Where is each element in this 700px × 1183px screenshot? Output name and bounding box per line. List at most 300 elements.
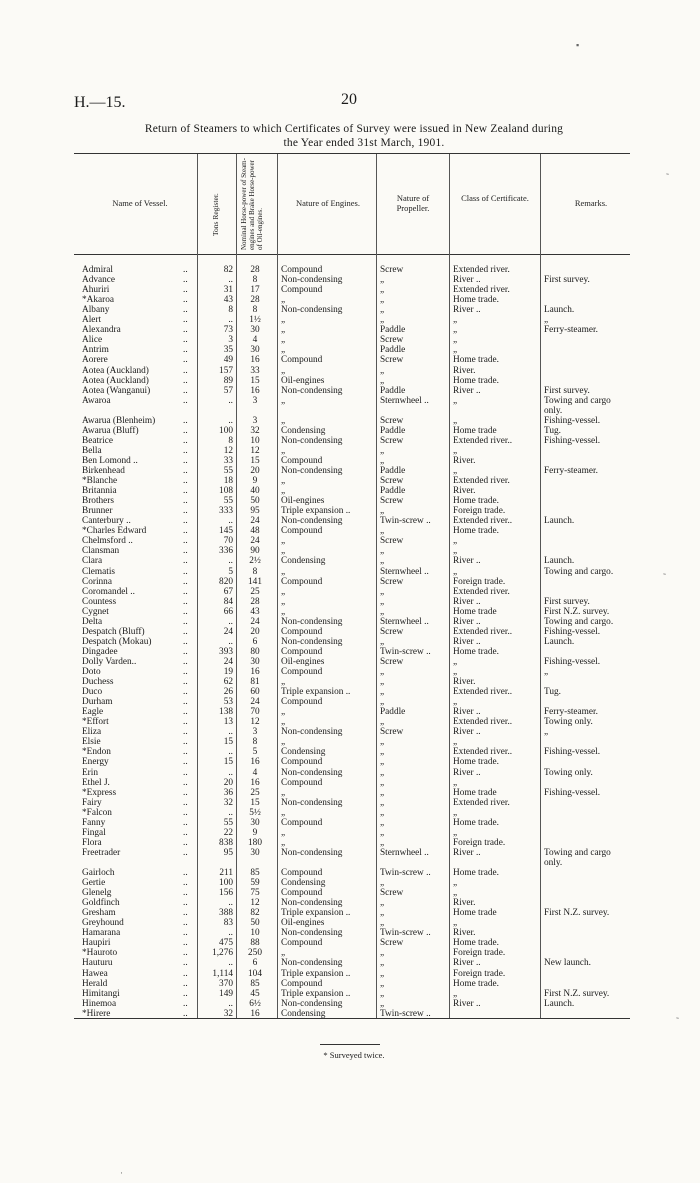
table-row <box>0 265 700 275</box>
certificate-class: River .. <box>453 596 481 607</box>
certificate-class: River. <box>453 486 476 497</box>
certificate-class: River .. <box>453 275 481 286</box>
tons-register: 336 <box>219 546 233 557</box>
certificate-class: Home trade <box>453 787 497 798</box>
horse-power: 28 <box>250 265 260 275</box>
remarks: First survey. <box>544 385 590 396</box>
vessel-name: Haupiri <box>82 938 111 949</box>
remarks: Tug. <box>544 687 561 698</box>
remarks: First N.Z. survey. <box>544 606 610 617</box>
col-head-hp <box>240 155 264 250</box>
vessel-name: Gairloch <box>82 868 115 878</box>
certificate-class: „ <box>453 807 458 818</box>
engine-type: Non-condensing <box>281 466 343 476</box>
engine-type: „ <box>281 315 286 326</box>
horse-power: 20 <box>250 626 260 637</box>
tons-register: 67 <box>223 586 233 597</box>
leader-dots: .. <box>183 1008 188 1019</box>
vessel-name: Alert <box>82 315 102 326</box>
tons-register: .. <box>228 395 233 406</box>
certificate-class: Home trade <box>453 606 497 617</box>
table-row <box>0 757 700 767</box>
propeller-type: Paddle <box>380 325 406 336</box>
leader-dots: .. <box>183 677 188 688</box>
engine-type: „ <box>281 445 286 456</box>
certificate-class: River .. <box>453 847 481 858</box>
table-row <box>0 335 700 345</box>
vessel-name: Flora <box>82 837 102 848</box>
engine-type: „ <box>281 395 286 406</box>
propeller-type: „ <box>380 295 385 306</box>
vessel-name: Hawea <box>82 968 108 979</box>
table-row <box>0 888 700 898</box>
propeller-type: „ <box>380 586 385 597</box>
engine-type: Compound <box>281 777 323 788</box>
engine-type: „ <box>281 566 286 577</box>
propeller-type: Paddle <box>380 466 406 476</box>
leader-dots: .. <box>183 285 188 296</box>
remarks: Towing and cargo <box>544 395 611 406</box>
table-row <box>0 768 700 778</box>
vessel-name: Bella <box>82 445 102 456</box>
horse-power: 15 <box>250 455 260 466</box>
engine-type: Compound <box>281 455 323 466</box>
table-row <box>0 838 700 848</box>
propeller-type: „ <box>380 375 385 386</box>
table-row <box>0 355 700 365</box>
propeller-type: „ <box>380 275 385 286</box>
engine-type: „ <box>281 325 286 336</box>
engine-type: Compound <box>281 888 323 899</box>
engine-type: Compound <box>281 526 323 537</box>
tons-register: 388 <box>219 908 233 919</box>
table-row <box>0 556 700 566</box>
horse-power: 70 <box>250 707 260 718</box>
engine-type: „ <box>281 737 286 748</box>
table-row <box>0 818 700 828</box>
engine-type: Compound <box>281 265 323 275</box>
leader-dots: .. <box>183 767 188 778</box>
vessel-name: Glenelg <box>82 888 112 899</box>
engine-type: Triple expansion .. <box>281 506 351 517</box>
vessel-name: *Express <box>82 787 117 798</box>
engine-type: Compound <box>281 697 323 708</box>
tons-register: 108 <box>219 486 233 497</box>
engine-type: Non-condensing <box>281 847 343 858</box>
leader-dots: .. <box>183 888 188 899</box>
engine-type: Compound <box>281 285 323 296</box>
engine-type: Compound <box>281 817 323 828</box>
table-row <box>0 446 700 456</box>
table-row <box>0 406 700 416</box>
horse-power: 2½ <box>249 556 261 567</box>
remarks: Towing and cargo. <box>544 566 614 577</box>
horse-power: 30 <box>250 817 260 828</box>
engine-type: Non-condensing <box>281 435 343 446</box>
engine-type: Non-condensing <box>281 898 343 909</box>
engine-type: „ <box>281 707 286 718</box>
leader-dots: .. <box>183 928 188 939</box>
engine-type: Compound <box>281 938 323 949</box>
vessel-name: *Charles Edward <box>82 526 147 537</box>
tons-register: 62 <box>223 677 233 688</box>
vessel-name: Despatch (Mokau) <box>82 636 152 647</box>
propeller-type: „ <box>380 767 385 778</box>
tons-register: 36 <box>223 787 233 798</box>
propeller-type: Paddle <box>380 385 406 396</box>
tons-register: .. <box>228 315 233 326</box>
engine-type: Condensing <box>281 747 326 758</box>
engine-type: „ <box>281 717 286 728</box>
tons-register: .. <box>228 807 233 818</box>
leader-dots: .. <box>183 365 188 376</box>
engine-type: „ <box>281 335 286 346</box>
leader-dots: .. <box>183 556 188 567</box>
leader-dots: .. <box>183 516 188 527</box>
tons-register: 82 <box>223 265 233 275</box>
propeller-type: „ <box>380 365 385 376</box>
tons-register: .. <box>228 616 233 627</box>
propeller-type: „ <box>380 546 385 557</box>
certificate-class: River. <box>453 677 476 688</box>
vessel-name: Delta <box>82 616 103 627</box>
horse-power: 4 <box>252 335 258 346</box>
vessel-name: Eliza <box>82 727 102 738</box>
tons-register: 32 <box>223 1008 233 1019</box>
tons-register: 32 <box>223 797 233 808</box>
propeller-type: „ <box>380 506 385 517</box>
tons-register: 95 <box>223 847 233 858</box>
engine-type: Non-condensing <box>281 516 343 527</box>
vessel-name: *Blanche <box>82 476 118 487</box>
tons-register: 156 <box>219 888 233 899</box>
remarks: First survey. <box>544 596 590 607</box>
tons-register: 100 <box>219 878 233 889</box>
tons-register: 70 <box>223 536 233 547</box>
tons-register: 15 <box>223 737 233 748</box>
propeller-type: „ <box>380 455 385 466</box>
table-row <box>0 938 700 948</box>
engine-type: „ <box>281 546 286 557</box>
certificate-class: Home trade. <box>453 646 499 657</box>
certificate-class: „ <box>453 737 458 748</box>
propeller-type: „ <box>380 908 385 919</box>
propeller-type: „ <box>380 817 385 828</box>
vessel-name: Antrim <box>82 345 109 356</box>
leader-dots: .. <box>183 486 188 497</box>
leader-dots: .. <box>183 938 188 949</box>
leader-dots: .. <box>183 948 188 959</box>
propeller-type: „ <box>380 667 385 677</box>
tons-register: 475 <box>219 938 233 949</box>
table-row <box>0 526 700 536</box>
propeller-type: Paddle <box>380 707 406 718</box>
tons-register: .. <box>228 998 233 1009</box>
engine-type: „ <box>281 677 286 688</box>
col-head-class: Class of Certificate. <box>461 193 529 203</box>
remarks: New launch. <box>544 958 591 969</box>
remarks: „ <box>544 315 549 326</box>
remarks: Launch. <box>544 305 575 316</box>
remarks: Towing only. <box>544 767 593 778</box>
horse-power: 45 <box>250 988 260 999</box>
table-row <box>0 546 700 556</box>
leader-dots: .. <box>183 546 188 557</box>
horse-power: 75 <box>250 888 260 899</box>
remarks: Towing and cargo. <box>544 616 614 627</box>
vessel-name: Goldfinch <box>82 898 120 909</box>
certificate-class: „ <box>453 888 458 899</box>
tons-register: 3 <box>228 335 233 346</box>
propeller-type: Screw <box>380 656 404 667</box>
certificate-class: „ <box>453 988 458 999</box>
vessel-name: Alexandra <box>82 325 121 336</box>
leader-dots: .. <box>183 988 188 999</box>
horse-power: 95 <box>250 506 260 517</box>
propeller-type: Screw <box>380 576 404 587</box>
table-row <box>0 597 700 607</box>
remarks: First N.Z. survey. <box>544 908 610 919</box>
tons-register: .. <box>228 415 233 426</box>
certificate-class: River .. <box>453 556 481 567</box>
tons-register: .. <box>228 958 233 969</box>
certificate-class: „ <box>453 325 458 336</box>
table-row <box>0 707 700 717</box>
horse-power: 24 <box>250 536 260 547</box>
vessel-name: Aorere <box>82 355 108 366</box>
horse-power: 50 <box>250 496 260 507</box>
remarks: „ <box>544 667 549 677</box>
certificate-class: Extended river. <box>453 586 510 597</box>
horse-power: 16 <box>250 777 260 788</box>
vessel-name: Clansman <box>82 546 120 557</box>
engine-type: Condensing <box>281 425 326 436</box>
certificate-class: Home trade. <box>453 817 499 828</box>
horse-power: 50 <box>250 918 260 929</box>
leader-dots: .. <box>183 636 188 647</box>
propeller-type: Screw <box>380 335 404 346</box>
tons-register: 31 <box>223 285 233 296</box>
table-row <box>0 345 700 355</box>
tons-register: 73 <box>223 325 233 336</box>
remarks: Fishing-vessel. <box>544 626 601 637</box>
tons-register: .. <box>228 556 233 567</box>
table-header-rule <box>74 254 630 255</box>
leader-dots: .. <box>183 968 188 979</box>
propeller-type: Twin-screw .. <box>380 868 431 878</box>
leader-dots: .. <box>183 898 188 909</box>
engine-type: Non-condensing <box>281 385 343 396</box>
engine-type: „ <box>281 837 286 848</box>
table-row <box>0 285 700 295</box>
table-row <box>0 506 700 516</box>
propeller-type: „ <box>380 747 385 758</box>
table-row <box>0 376 700 386</box>
engine-type: „ <box>281 596 286 607</box>
horse-power: 9 <box>252 827 258 838</box>
table-row <box>0 496 700 506</box>
table-row <box>0 918 700 928</box>
vessel-name: Admiral <box>82 265 113 275</box>
horse-power: 15 <box>250 797 260 808</box>
horse-power: 82 <box>250 908 260 919</box>
tons-register: 138 <box>219 707 233 718</box>
certificate-class: Home trade. <box>453 757 499 768</box>
table-row <box>0 315 700 325</box>
certificate-class: „ <box>453 667 458 677</box>
propeller-type: Paddle <box>380 425 406 436</box>
horse-power: 43 <box>250 606 260 617</box>
propeller-type: Screw <box>380 415 404 426</box>
propeller-type: „ <box>380 556 385 567</box>
engine-type: Oil-engines <box>281 656 325 667</box>
engine-type: Non-condensing <box>281 305 343 316</box>
engine-type: „ <box>281 787 286 798</box>
table-row <box>0 717 700 727</box>
propeller-type: „ <box>380 757 385 768</box>
tons-register: 26 <box>223 687 233 698</box>
leader-dots: .. <box>183 908 188 919</box>
propeller-type: „ <box>380 526 385 537</box>
vessel-name: Alice <box>82 335 103 346</box>
propeller-type: „ <box>380 787 385 798</box>
table-row <box>0 697 700 707</box>
engine-type: Triple expansion .. <box>281 988 351 999</box>
leader-dots: .. <box>183 345 188 356</box>
certificate-class: „ <box>453 335 458 346</box>
tons-register: 149 <box>219 988 233 999</box>
certificate-class: River .. <box>453 958 481 969</box>
horse-power: 20 <box>250 466 260 476</box>
table-row <box>0 858 700 868</box>
tons-register: 393 <box>219 646 233 657</box>
table-row <box>0 798 700 808</box>
col-head-remarks: Remarks. <box>574 198 608 208</box>
remarks: Launch. <box>544 556 575 567</box>
engine-type: Condensing <box>281 1008 326 1019</box>
table-row <box>0 878 700 888</box>
tons-register: 53 <box>223 697 233 708</box>
tons-register: 24 <box>223 626 233 637</box>
propeller-type: Screw <box>380 496 404 507</box>
table-row <box>0 305 700 315</box>
engine-type: „ <box>281 415 286 426</box>
table-row <box>0 416 700 426</box>
engine-type: „ <box>281 586 286 597</box>
propeller-type: Sternwheel .. <box>380 847 429 858</box>
table-row <box>0 868 700 878</box>
table-row <box>0 677 700 687</box>
col-head-propeller: Nature of Propeller. <box>396 193 430 213</box>
scan-mark: ▪ <box>576 40 580 50</box>
horse-power: 3 <box>252 727 258 738</box>
leader-dots: .. <box>183 445 188 456</box>
vessel-name: Despatch (Bluff) <box>82 626 145 637</box>
certificate-class: Home trade. <box>453 375 499 386</box>
table-row <box>0 848 700 858</box>
propeller-type: Sternwheel .. <box>380 395 429 406</box>
leader-dots: .. <box>183 998 188 1009</box>
remarks: Towing only. <box>544 717 593 728</box>
horse-power: 85 <box>250 978 260 989</box>
tons-register: 211 <box>219 868 233 878</box>
table-row <box>0 627 700 637</box>
remarks: Launch. <box>544 636 575 647</box>
certificate-class: River .. <box>453 636 481 647</box>
horse-power: 4 <box>252 767 258 778</box>
tons-register: 370 <box>219 978 233 989</box>
remarks: First survey. <box>544 275 590 286</box>
leader-dots: .. <box>183 536 188 547</box>
propeller-type: „ <box>380 898 385 909</box>
certificate-class: „ <box>453 345 458 356</box>
vessel-name: Eagle <box>82 707 104 718</box>
table-row <box>0 607 700 617</box>
certificate-class: River .. <box>453 385 481 396</box>
horse-power: 12 <box>250 445 260 456</box>
tons-register: 55 <box>223 817 233 828</box>
leader-dots: .. <box>183 697 188 708</box>
horse-power: 12 <box>250 717 260 728</box>
leader-dots: .. <box>183 787 188 798</box>
engine-type: Compound <box>281 757 323 768</box>
remarks: Ferry-steamer. <box>544 707 598 718</box>
leader-dots: .. <box>183 385 188 396</box>
tons-register: .. <box>228 275 233 286</box>
tons-register: 84 <box>223 596 233 607</box>
engine-type: Non-condensing <box>281 928 343 939</box>
vessel-name: Awaroa <box>82 395 111 406</box>
table-row <box>0 456 700 466</box>
horse-power: 8 <box>252 737 258 748</box>
engine-type: Compound <box>281 355 323 366</box>
horse-power: 6½ <box>249 998 261 1009</box>
engine-type: „ <box>281 606 286 617</box>
engine-type: „ <box>281 948 286 959</box>
scan-mark: ˜ <box>663 572 666 582</box>
table-row <box>0 788 700 798</box>
vessel-name: Elsie <box>82 737 101 748</box>
horse-power: 9 <box>252 476 258 487</box>
leader-dots: .. <box>183 807 188 818</box>
remarks: Launch. <box>544 998 575 1009</box>
horse-power: 24 <box>250 516 260 527</box>
leader-dots: .. <box>183 325 188 336</box>
tons-register: 820 <box>219 576 233 587</box>
propeller-type: Sternwheel .. <box>380 616 429 627</box>
certificate-class: Home trade. <box>453 978 499 989</box>
tons-register: 83 <box>223 918 233 929</box>
certificate-class: Foreign trade. <box>453 968 506 979</box>
certificate-class: „ <box>453 827 458 838</box>
tons-register: 33 <box>223 455 233 466</box>
table-row <box>0 366 700 376</box>
leader-dots: .. <box>183 978 188 989</box>
propeller-type: Twin-screw .. <box>380 516 431 527</box>
horse-power: 85 <box>250 868 260 878</box>
tons-register: 5 <box>228 566 233 577</box>
certificate-class: River. <box>453 365 476 376</box>
leader-dots: .. <box>183 355 188 366</box>
certificate-class: Extended river. <box>453 476 510 487</box>
table-row <box>0 808 700 818</box>
engine-type: Compound <box>281 626 323 637</box>
engine-type: „ <box>281 827 286 838</box>
certificate-class: Foreign trade. <box>453 506 506 517</box>
engine-type: Non-condensing <box>281 727 343 738</box>
certificate-class: „ <box>453 566 458 577</box>
tons-register: 100 <box>219 425 233 436</box>
